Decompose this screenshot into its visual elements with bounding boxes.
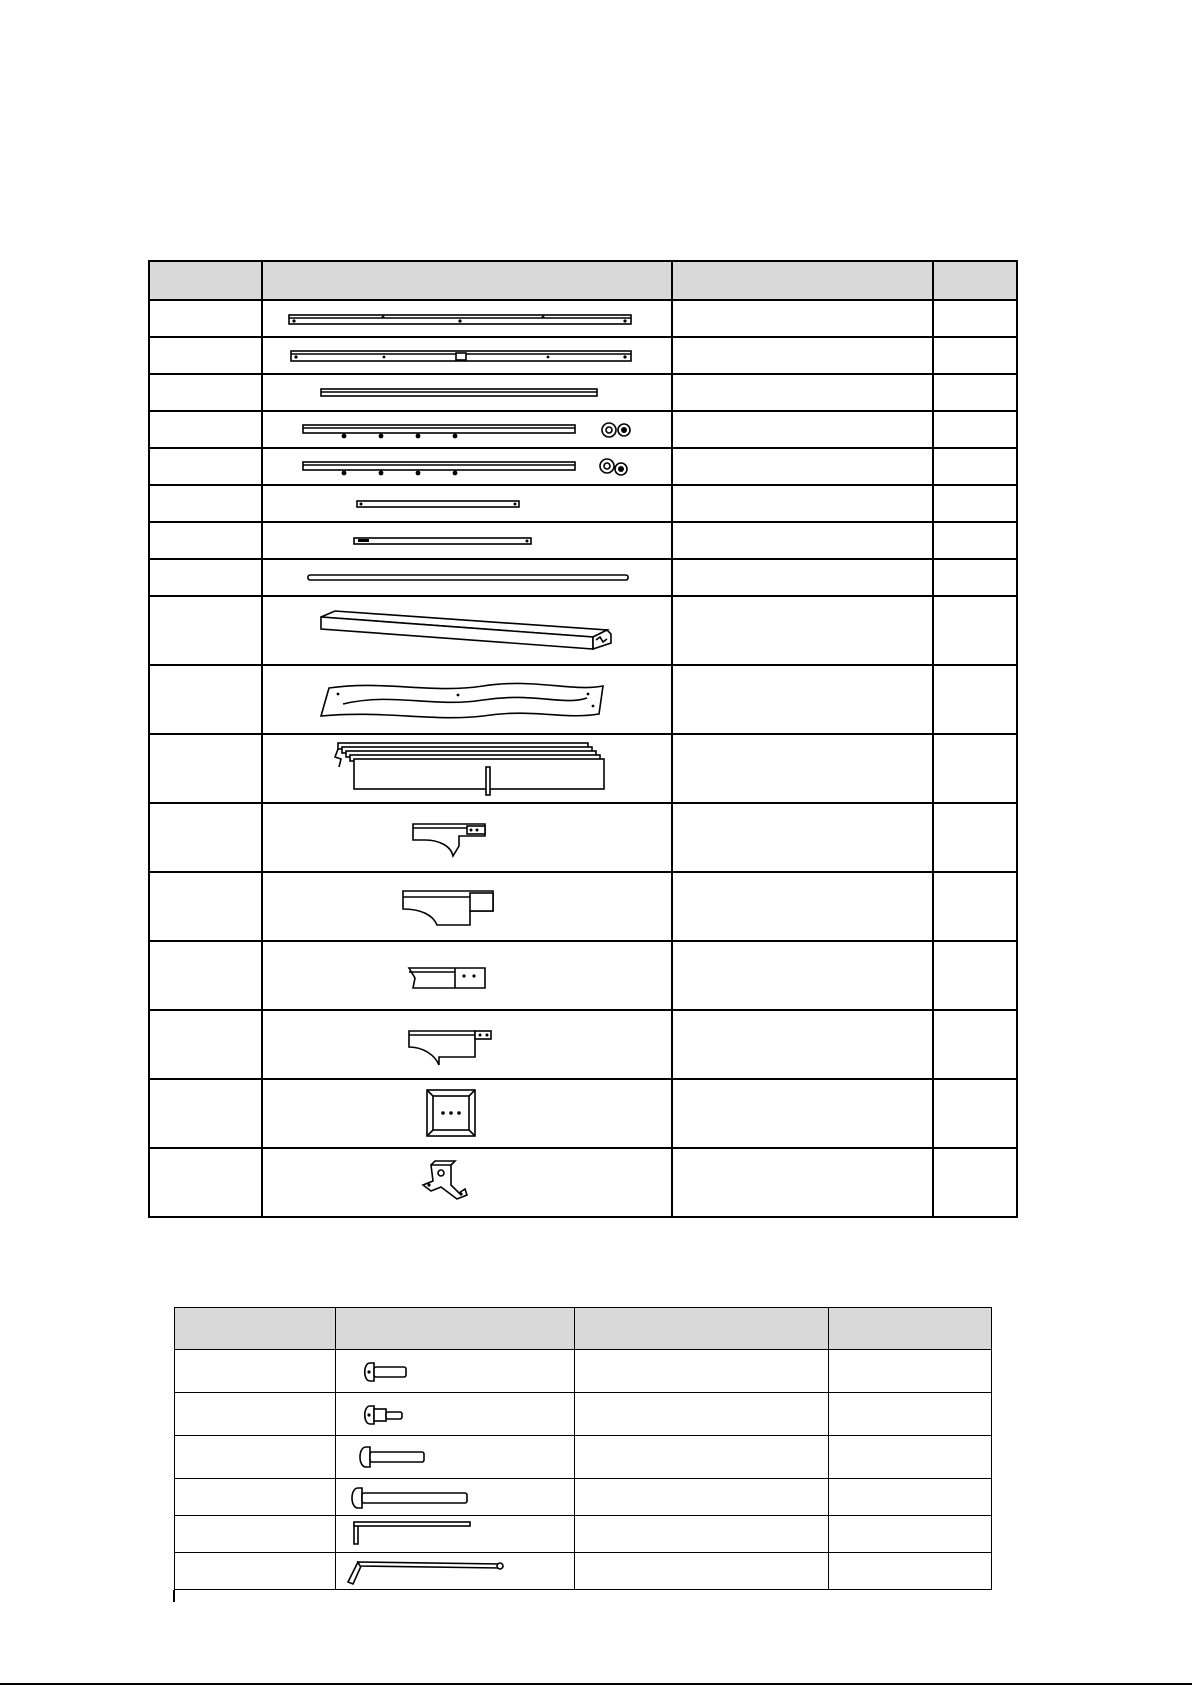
part-no-cell: [149, 665, 262, 734]
hardware-table-header: [175, 1308, 992, 1350]
part-qty-cell: [933, 522, 1017, 559]
table-row: [149, 374, 1017, 411]
hardware-description-cell: [575, 1479, 828, 1516]
gutter-beam-with-washer-icon: [263, 412, 671, 447]
table-row: [175, 1350, 992, 1393]
curved-bracket-long-icon: [263, 1011, 671, 1078]
part-qty-cell: [933, 872, 1017, 941]
hardware-qty-cell: [828, 1436, 991, 1479]
part-figure-cell: [262, 596, 672, 665]
stacked-louver-panels-icon: [263, 735, 671, 802]
hardware-no-cell: [175, 1553, 336, 1590]
table-continuation-line: [173, 1590, 175, 1602]
part-no-cell: [149, 941, 262, 1010]
part-description-cell: [672, 596, 933, 665]
hardware-figure-cell: [336, 1479, 575, 1516]
table-row: [149, 872, 1017, 941]
part-no-cell: [149, 522, 262, 559]
table-row: [149, 596, 1017, 665]
part-description-cell: [672, 448, 933, 485]
parts-table: [148, 260, 1018, 1218]
table-row: [175, 1479, 992, 1516]
part-description-cell: [672, 1148, 933, 1217]
table-row: [149, 559, 1017, 596]
part-no-cell: [149, 485, 262, 522]
long-rod-icon: [263, 560, 671, 595]
part-description-cell: [672, 559, 933, 596]
hardware-figure-cell: [336, 1436, 575, 1479]
table-row: [149, 337, 1017, 374]
hardware-description-cell: [575, 1436, 828, 1479]
part-description-cell: [672, 485, 933, 522]
part-qty-cell: [933, 485, 1017, 522]
part-qty-cell: [933, 1079, 1017, 1148]
table-row: [149, 485, 1017, 522]
hardware-no-cell: [175, 1516, 336, 1553]
small-allen-key-icon: [336, 1517, 574, 1552]
connector-bracket-icon: [263, 942, 671, 1009]
part-qty-cell: [933, 559, 1017, 596]
table-row: [175, 1516, 992, 1553]
part-no-cell: [149, 872, 262, 941]
part-description-cell: [672, 1079, 933, 1148]
part-figure-cell: [262, 300, 672, 337]
hardware-header-figure: [336, 1308, 575, 1350]
long-bolt-icon: [336, 1480, 574, 1515]
table-row: [149, 300, 1017, 337]
parts-table-header: [149, 261, 1017, 300]
part-qty-cell: [933, 374, 1017, 411]
part-figure-cell: [262, 734, 672, 803]
part-figure-cell: [262, 1079, 672, 1148]
part-no-cell: [149, 1079, 262, 1148]
large-allen-key-icon: [336, 1554, 574, 1589]
short-bolt-icon: [336, 1351, 574, 1392]
part-description-cell: [672, 300, 933, 337]
parts-header-qty: [933, 261, 1017, 300]
table-row: [149, 1148, 1017, 1217]
part-description-cell: [672, 734, 933, 803]
part-qty-cell: [933, 665, 1017, 734]
table-row: [149, 448, 1017, 485]
u-mount-bracket-icon: [263, 1149, 671, 1216]
hardware-header-no: [175, 1308, 336, 1350]
part-figure-cell: [262, 1148, 672, 1217]
parts-header-no: [149, 261, 262, 300]
gutter-beam-with-washer-icon: [263, 449, 671, 484]
part-description-cell: [672, 522, 933, 559]
hardware-figure-cell: [336, 1553, 575, 1590]
shoulder-bolt-icon: [336, 1394, 574, 1435]
hardware-figure-cell: [336, 1393, 575, 1436]
part-no-cell: [149, 411, 262, 448]
square-base-plate-icon: [263, 1080, 671, 1147]
hardware-figure-cell: [336, 1350, 575, 1393]
part-no-cell: [149, 448, 262, 485]
slim-rail-icon: [263, 375, 671, 410]
hardware-no-cell: [175, 1350, 336, 1393]
hardware-qty-cell: [828, 1553, 991, 1590]
hardware-description-cell: [575, 1350, 828, 1393]
part-figure-cell: [262, 872, 672, 941]
part-description-cell: [672, 872, 933, 941]
hardware-description-cell: [575, 1393, 828, 1436]
part-qty-cell: [933, 596, 1017, 665]
part-qty-cell: [933, 734, 1017, 803]
table-row: [149, 734, 1017, 803]
part-figure-cell: [262, 448, 672, 485]
corner-bracket-small-icon: [263, 804, 671, 871]
hardware-qty-cell: [828, 1479, 991, 1516]
hardware-description-cell: [575, 1516, 828, 1553]
part-figure-cell: [262, 941, 672, 1010]
part-figure-cell: [262, 411, 672, 448]
part-no-cell: [149, 1148, 262, 1217]
part-figure-cell: [262, 374, 672, 411]
part-no-cell: [149, 300, 262, 337]
short-tube-end-slot-icon: [263, 523, 671, 558]
table-row: [149, 1079, 1017, 1148]
table-row: [149, 522, 1017, 559]
table-row: [175, 1436, 992, 1479]
part-description-cell: [672, 411, 933, 448]
part-description-cell: [672, 941, 933, 1010]
hardware-no-cell: [175, 1479, 336, 1516]
part-no-cell: [149, 337, 262, 374]
post-beam-icon: [263, 597, 671, 664]
hardware-no-cell: [175, 1436, 336, 1479]
curved-bracket-icon: [263, 873, 671, 940]
part-description-cell: [672, 337, 933, 374]
table-row: [175, 1553, 992, 1590]
short-tube-icon: [263, 486, 671, 521]
hardware-qty-cell: [828, 1393, 991, 1436]
table-row: [149, 803, 1017, 872]
part-qty-cell: [933, 337, 1017, 374]
hardware-qty-cell: [828, 1350, 991, 1393]
hardware-table: [174, 1307, 992, 1590]
hardware-no-cell: [175, 1393, 336, 1436]
part-description-cell: [672, 665, 933, 734]
hardware-description-cell: [575, 1553, 828, 1590]
part-qty-cell: [933, 1148, 1017, 1217]
part-no-cell: [149, 559, 262, 596]
table-row: [175, 1393, 992, 1436]
hardware-header-qty: [828, 1308, 991, 1350]
part-figure-cell: [262, 665, 672, 734]
part-no-cell: [149, 1010, 262, 1079]
part-no-cell: [149, 596, 262, 665]
part-figure-cell: [262, 522, 672, 559]
part-qty-cell: [933, 941, 1017, 1010]
part-qty-cell: [933, 300, 1017, 337]
part-no-cell: [149, 374, 262, 411]
part-description-cell: [672, 1010, 933, 1079]
hardware-header-description: [575, 1308, 828, 1350]
long-rail-center-bracket-icon: [263, 338, 671, 373]
part-no-cell: [149, 734, 262, 803]
part-qty-cell: [933, 803, 1017, 872]
part-description-cell: [672, 803, 933, 872]
part-no-cell: [149, 803, 262, 872]
table-row: [149, 1010, 1017, 1079]
medium-bolt-icon: [336, 1437, 574, 1478]
parts-header-figure: [262, 261, 672, 300]
table-row: [149, 411, 1017, 448]
part-description-cell: [672, 374, 933, 411]
part-figure-cell: [262, 337, 672, 374]
table-row: [149, 941, 1017, 1010]
table-row: [149, 665, 1017, 734]
part-figure-cell: [262, 803, 672, 872]
part-qty-cell: [933, 1010, 1017, 1079]
hardware-figure-cell: [336, 1516, 575, 1553]
part-figure-cell: [262, 485, 672, 522]
long-rail-icon: [263, 301, 671, 336]
part-qty-cell: [933, 411, 1017, 448]
part-figure-cell: [262, 1010, 672, 1079]
part-figure-cell: [262, 559, 672, 596]
parts-header-description: [672, 261, 933, 300]
wavy-valance-panel-icon: [263, 666, 671, 733]
hardware-qty-cell: [828, 1516, 991, 1553]
part-qty-cell: [933, 448, 1017, 485]
